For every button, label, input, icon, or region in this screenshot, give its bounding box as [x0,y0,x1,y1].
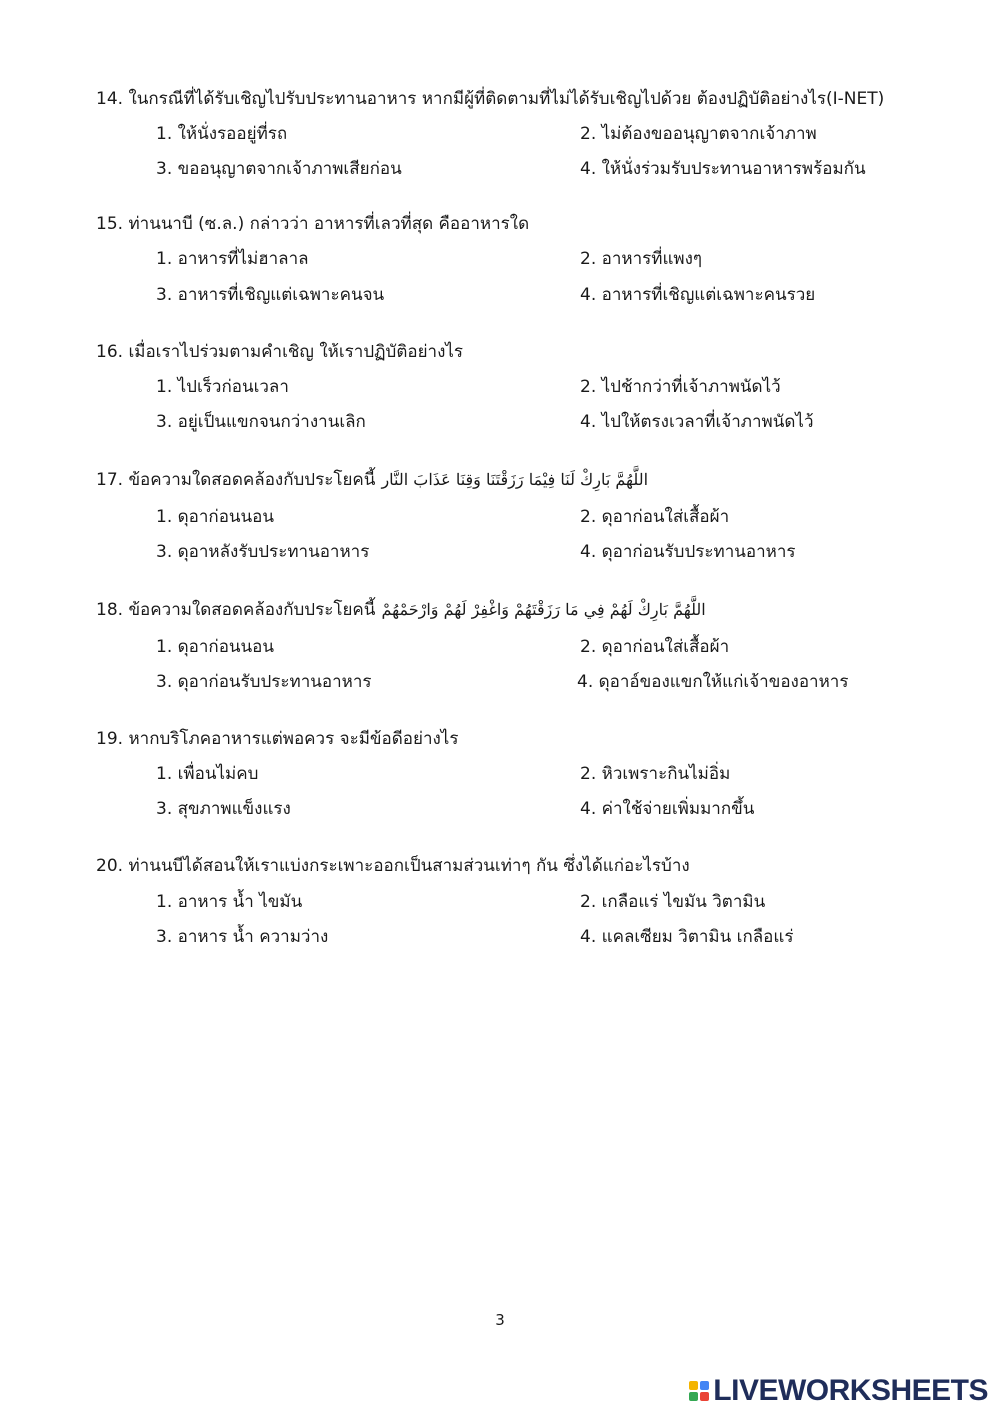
question-17 [96,468,648,492]
question-17-option-2: 2. ดุอาก่อนใส่เสื้อผ้า [580,507,730,527]
question-19-option-2: 2. หิวเพราะกินไม่อิ่ม [580,764,731,784]
question-15-option-1: 1. อาหารที่ไม่ฮาลาล [156,249,309,269]
logo-square-3 [689,1392,698,1401]
logo-square-1 [689,1381,698,1390]
question-19-option-3: 3. สุขภาพแข็งแรง [156,799,291,819]
question-20-option-1: 1. อาหาร น้ำ ไขมัน [156,892,303,912]
question-17-option-4: 4. ดุอาก่อนรับประทานอาหาร [580,542,796,562]
liveworksheets-logo[interactable] [689,1373,988,1409]
question-16-option-1: 1. ไปเร็วก่อนเวลา [156,377,289,397]
question-16-option-3: 3. อยู่เป็นแขกจนกว่างานเลิก [156,412,366,432]
logo-square-2 [700,1381,709,1390]
question-20-option-4: 4. แคลเซียม วิตามิน เกลือแร่ [580,927,794,947]
question-17-option-1: 1. ดุอาก่อนนอน [156,507,274,527]
question-18-option-3: 3. ดุอาก่อนรับประทานอาหาร [156,672,372,692]
question-14-option-2: 2. ไม่ต้องขออนุญาตจากเจ้าภาพ [580,124,817,144]
question-18-text: 18. ข้อความใดสอดคล้องกับประโยคนี้ [96,600,376,620]
question-16-option-4: 4. ไปให้ตรงเวลาที่เจ้าภาพนัดไว้ [580,412,814,432]
question-16-option-2: 2. ไปช้ากว่าที่เจ้าภาพนัดไว้ [580,377,781,397]
question-15: 15. ท่านนาบี (ซ.ล.) กล่าวว่า อาหารที่เลวที่สุด คืออาหารใด [96,214,530,234]
page-number: 3 [495,1311,505,1329]
question-15-option-4: 4. อาหารที่เชิญแต่เฉพาะคนรวย [580,285,816,305]
question-18-option-4: 4. ดุอาอ์ของแขกให้แก่เจ้าของอาหาร [577,672,849,692]
question-18-option-1: 1. ดุอาก่อนนอน [156,637,274,657]
question-18 [96,598,706,622]
question-15-option-3: 3. อาหารที่เชิญแต่เฉพาะคนจน [156,285,385,305]
question-17-option-3: 3. ดุอาหลังรับประทานอาหาร [156,542,370,562]
logo-square-4 [700,1392,709,1401]
question-16: 16. เมื่อเราไปร่วมตามคำเชิญ ให้เราปฏิบัติอย่างไร [96,342,464,362]
question-15-option-2: 2. อาหารที่แพงๆ [580,249,703,269]
question-14-option-3: 3. ขออนุญาตจากเจ้าภาพเสียก่อน [156,159,402,179]
question-20-option-2: 2. เกลือแร่ ไขมัน วิตามิน [580,892,766,912]
question-17-text: 17. ข้อความใดสอดคล้องกับประโยคนี้ [96,470,376,490]
question-18-option-2: 2. ดุอาก่อนใส่เสื้อผ้า [580,637,730,657]
question-17-arabic-dua: اللَّهُمَّ بَارِكْ لَنَا فِيْمَا رَزَقْتَنَا وَقِنَا عَذَابَ النَّار [381,470,649,489]
question-14-option-1: 1. ให้นั่งรออยู่ที่รถ [156,124,288,144]
question-19-option-4: 4. ค่าใช้จ่ายเพิ่มมากขึ้น [580,799,755,819]
question-19-option-1: 1. เพื่อนไม่คบ [156,764,259,784]
question-14: 14. ในกรณีที่ได้รับเชิญไปรับประทานอาหาร หากมีผู้ที่ติดตามที่ไม่ได้รับเชิญไปด้วย ต้องปฏิบัติอย่างไร(I-NET) [96,89,885,109]
question-18-arabic-dua: اللَّهُمَّ بَارِكْ لَهُمْ فِي مَا رَزَقْتَهُمْ وَاغْفِرْ لَهُمْ وَارْحَمْهُمْ [381,600,706,619]
brand-name: LIVEWORKSHEETS [713,1374,988,1407]
question-14-option-4: 4. ให้นั่งร่วมรับประทานอาหารพร้อมกัน [580,159,866,179]
question-20-option-3: 3. อาหาร น้ำ ความว่าง [156,927,329,947]
logo-grid-icon [689,1381,709,1401]
question-20: 20. ท่านนบีได้สอนให้เราแบ่งกระเพาะออกเป็นสามส่วนเท่าๆ กัน ซึ่งได้แก่อะไรบ้าง [96,856,690,876]
question-19: 19. หากบริโภคอาหารแต่พอควร จะมีข้อดีอย่างไร [96,729,459,749]
